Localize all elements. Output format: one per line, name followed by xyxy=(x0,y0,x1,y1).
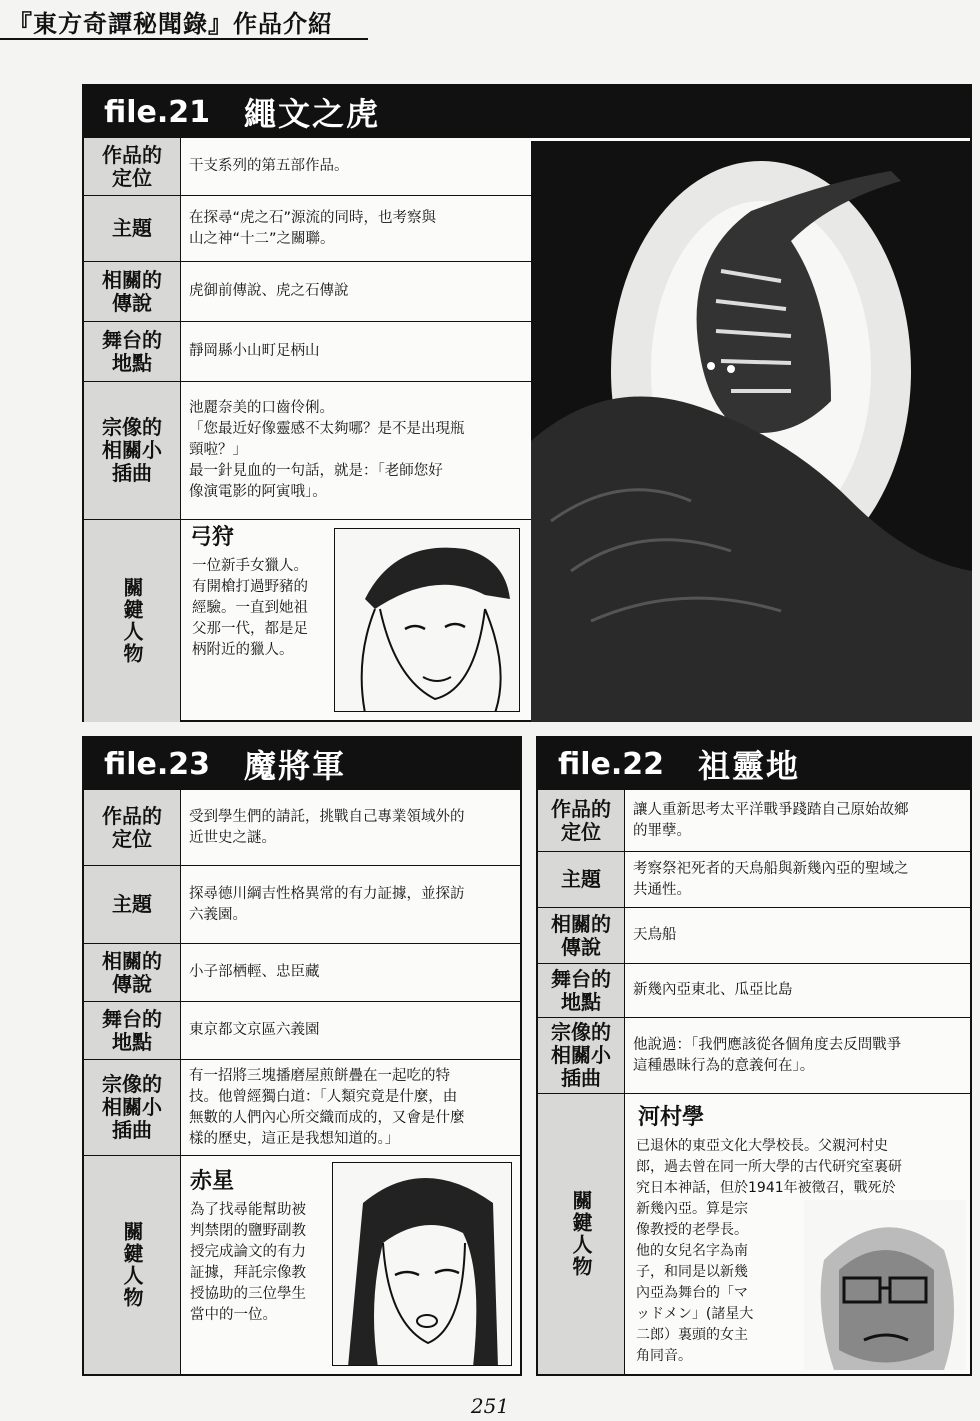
file23-char-desc: 為了找尋能幫助被 判禁閉的鹽野副教 授完成論文的有力 証據，拜託宗像教 授協助的三位學生 當中的一位。 xyxy=(190,1202,306,1323)
file23-number: file.23 xyxy=(104,746,211,782)
file21-label-key-person: 關鍵人物 xyxy=(84,520,180,722)
file22-label-key-person: 關鍵人物 xyxy=(538,1094,624,1374)
file23-label-legend: 相關的 傳說 xyxy=(84,944,180,1002)
file22-label-episode: 宗像的 相關小 插曲 xyxy=(538,1018,624,1094)
file22-label-stage: 舞台的 地點 xyxy=(538,964,624,1018)
file22-value-theme: 考察祭祀死者的天鳥船與新幾內亞的聖域之 共通性。 xyxy=(625,852,970,908)
file21-value-episode: 池麗奈美的口齒伶俐。 「您最近好像靈感不太夠哪？是不是出現瓶 頸啦？」 最一針見血的一句話，就是：「老師您好 像演電影的阿寅哦」。 xyxy=(181,382,531,520)
file23-value-legend: 小子部栖輕、忠臣藏 xyxy=(181,944,520,1002)
file21-char-desc: 一位新手女獵人。 有開槍打過野豬的 經驗。一直到她祖 父那一代，都是足 柄附近的獵人。 xyxy=(192,558,308,658)
file21-label-stage: 舞台的 地點 xyxy=(84,322,180,382)
file22-char-portrait xyxy=(804,1200,966,1370)
file22-value-stage: 新幾內亞東北、瓜亞比島 xyxy=(625,964,970,1018)
file21-panel xyxy=(82,84,972,722)
file23-value-stage: 東京都文京區六義園 xyxy=(181,1002,520,1060)
file23-char-portrait xyxy=(332,1162,512,1366)
file22-label-position: 作品的 定位 xyxy=(538,790,624,852)
file22-label-theme: 主題 xyxy=(538,852,624,908)
file21-value-stage: 靜岡縣小山町足柄山 xyxy=(181,322,531,382)
file22-char-desc-top: 已退休的東亞文化大學校長。父親河村史 郎，過去曾在同一所大學的古代研究室裏研 究日本神話，但於1941年被徵召，戰死於 xyxy=(636,1138,902,1196)
file23-label-key-person: 關鍵人物 xyxy=(84,1156,180,1374)
file23-char-name: 赤星 xyxy=(190,1168,235,1194)
file21-char-name: 弓狩 xyxy=(190,524,235,550)
file21-banner xyxy=(84,86,530,138)
header-rule xyxy=(0,38,368,40)
page-number: 251 xyxy=(470,1394,510,1418)
file21-label-position: 作品的 定位 xyxy=(84,138,180,196)
tiger-illustration xyxy=(531,141,972,722)
file23-label-stage: 舞台的 地點 xyxy=(84,1002,180,1060)
file23-panel xyxy=(82,736,522,1376)
file23-label-position: 作品的 定位 xyxy=(84,790,180,866)
file21-char-portrait xyxy=(334,528,520,712)
file21-value-theme: 在探尋“虎之石”源流的同時，也考察與 山之神“十二”之關聯。 xyxy=(181,196,531,262)
file22-title: 祖靈地 xyxy=(698,747,801,785)
file23-value-episode: 有一招將三塊播磨屋煎餅疊在一起吃的特 技。他曾經獨白道：「人類究竟是什麼，由 無數的人們內心所交織而成的，又會是什麼 樣的歷史，這正是我想知道的。」 xyxy=(181,1060,520,1156)
file21-label-episode: 宗像的 相關小 插曲 xyxy=(84,382,180,520)
file22-char-name: 河村學 xyxy=(638,1104,705,1130)
file21-title: 繩文之虎 xyxy=(244,95,381,133)
file23-label-theme: 主題 xyxy=(84,866,180,944)
file22-banner xyxy=(538,738,970,790)
file22-panel xyxy=(536,736,972,1376)
file22-value-episode: 他說過：「我們應該從各個角度去反問戰爭 這種愚昧行為的意義何在」。 xyxy=(625,1018,970,1094)
file23-label-episode: 宗像的 相關小 插曲 xyxy=(84,1060,180,1156)
file23-banner xyxy=(84,738,520,790)
file22-number: file.22 xyxy=(558,746,665,782)
file23-title: 魔將軍 xyxy=(244,747,347,785)
file22-value-legend: 天鳥船 xyxy=(625,908,970,964)
header-title: 『東方奇譚秘聞錄』作品介紹 xyxy=(8,10,333,38)
file21-value-position: 干支系列的第五部作品。 xyxy=(181,138,531,196)
file23-value-theme: 探尋德川綱吉性格異常的有力証據，並探訪 六義園。 xyxy=(181,866,520,944)
file21-label-legend: 相關的 傳說 xyxy=(84,262,180,322)
file21-label-theme: 主題 xyxy=(84,196,180,262)
file23-value-position: 受到學生們的請託，挑戰自己專業領域外的 近世史之謎。 xyxy=(181,790,520,866)
file21-value-legend: 虎御前傳說、虎之石傳說 xyxy=(181,262,531,322)
file22-value-position: 讓人重新思考太平洋戰爭踐踏自己原始故鄉 的罪孽。 xyxy=(625,790,970,852)
file22-char-desc-side: 新幾內亞。算是宗 像教授的老學長。 他的女兒名字為南 子，和同是以新幾 內亞為舞台的「マ ッドメン」(諸星大 二郎）裏頭的女主 角同音。 xyxy=(636,1201,754,1364)
file21-number: file.21 xyxy=(104,94,211,130)
file21-banner-ext xyxy=(530,86,970,138)
file22-label-legend: 相關的 傳說 xyxy=(538,908,624,964)
